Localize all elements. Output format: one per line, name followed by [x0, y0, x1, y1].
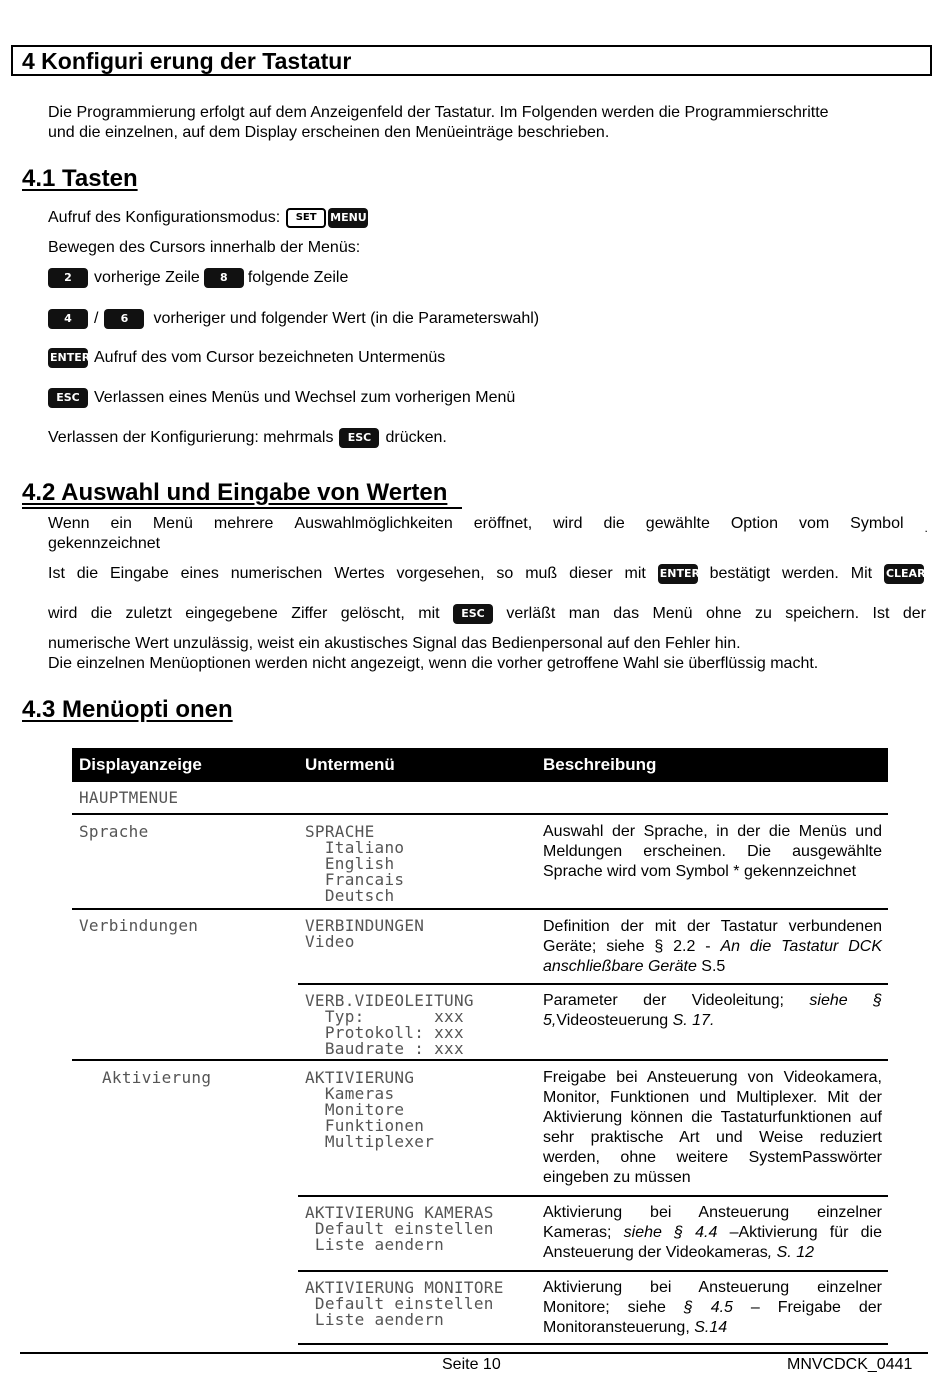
- verlassen-menue-text: Verlassen eines Menüs und Wechsel zum vorherigen Menü: [94, 389, 516, 406]
- submenu-sprache: SPRACHE Italiano English Francais Deutsch: [305, 822, 405, 905]
- header-beschreibung: Beschreibung: [543, 755, 657, 774]
- word: muß: [525, 565, 558, 582]
- desc-italic: siehe § 5,: [543, 992, 883, 1029]
- desc-italic: An die Tastatur DCK anschließbare Geräte: [543, 938, 882, 975]
- desc-text: Definition der mit der Tastatur verbundenen Geräte; siehe § 2.2 -: [543, 918, 882, 955]
- word: eröffnet,: [473, 515, 533, 532]
- header-untermenue: Untermenü: [305, 755, 395, 774]
- word: Wenn: [48, 515, 90, 532]
- desc-italic: § 4.5: [683, 1299, 733, 1316]
- clear-key-icon: CLEAR: [884, 564, 924, 584]
- table-divider: [298, 1195, 888, 1197]
- word: mit: [418, 605, 440, 622]
- vorherige-zeile-text: vorherige Zeile: [94, 269, 200, 286]
- display-sprache: Sprache: [79, 822, 149, 841]
- word: Ziffer: [291, 605, 328, 622]
- table-divider: [72, 813, 888, 815]
- word: Eingabe: [110, 565, 169, 582]
- word: verläßt: [506, 605, 556, 622]
- word: mehrere: [213, 515, 274, 532]
- word: Menü: [152, 515, 193, 532]
- verlassen-konf-text-b: drücken.: [385, 429, 447, 446]
- desc-text: Parameter der Videoleitung;: [543, 992, 810, 1009]
- word: mit: [624, 565, 646, 582]
- word: .: [924, 521, 928, 535]
- word: der: [902, 605, 926, 622]
- word: vom: [798, 515, 830, 532]
- word: vorgesehen,: [396, 565, 485, 582]
- desc-italic: S.14: [694, 1319, 728, 1336]
- table-divider: [298, 983, 888, 985]
- s42-line-2: gekennzeichnet: [48, 535, 161, 552]
- chapter-title: 4 Konfiguri erung der Tastatur: [22, 48, 352, 74]
- section-4-2-rule: [22, 507, 462, 509]
- aufruf-text: Aufruf des Konfigurationsmodus:: [48, 209, 281, 226]
- section-4-1-heading: 4.1 Tasten: [22, 165, 138, 192]
- header-displayanzeige: Displayanzeige: [79, 755, 202, 774]
- word: ohne: [705, 605, 742, 622]
- submenu-aktivierung-kameras: AKTIVIERUNG KAMERAS Default einstellen Liste aendern: [305, 1203, 494, 1254]
- desc-text: Aktivierung bei Ansteuerung einzelner Kameras;: [543, 1204, 882, 1241]
- word: so: [496, 565, 514, 582]
- s42-line-4: [48, 604, 926, 624]
- desc-videoleitung: [543, 991, 882, 1031]
- desc-italic: , S. 12: [767, 1244, 814, 1261]
- intro-line-2: und die einzelnen, auf dem Display erscheinen den Menüeinträge beschrieben.: [48, 124, 610, 141]
- section-4-3-heading: 4.3 Menüopti onen: [22, 696, 233, 723]
- word: wird: [48, 605, 78, 622]
- table-divider: [72, 1059, 888, 1061]
- s42-line-1: [48, 513, 928, 535]
- word: bestätigt: [709, 565, 771, 582]
- desc-verbindungen: [543, 917, 882, 977]
- word: numerischen: [230, 565, 323, 582]
- key-4-icon: 4: [48, 309, 88, 329]
- desc-aktivierung: Freigabe bei Ansteuerung von Videokamera, Monitor, Funktionen und Multiplexer. Mit der Aktivierung können die Tastaturfunktionen auf sehr praktische Art und Weise reduziert werden, ohne weitere SystemPasswörter eingeben zu müssen: [543, 1069, 882, 1186]
- submenu-aktivierung-monitore: AKTIVIERUNG MONITORE Default einstellen Liste aendern: [305, 1278, 504, 1329]
- desc-text: S.5: [696, 958, 726, 975]
- word: zuletzt: [125, 605, 172, 622]
- submenu-verbindungen: VERBINDUNGEN Video: [305, 916, 425, 951]
- word: eingegebene: [185, 605, 278, 622]
- table-divider: [298, 1270, 888, 1272]
- word: wird: [553, 515, 583, 532]
- section-4-2-heading: 4.2 Auswahl und Eingabe von Werten: [22, 479, 448, 506]
- word: man: [568, 605, 600, 622]
- desc-aktivierung-kameras: [543, 1203, 882, 1263]
- word: werden.: [781, 565, 839, 582]
- word: Option: [730, 515, 778, 532]
- word: Auswahlmöglichkeiten: [294, 515, 453, 532]
- slash-text: /: [94, 310, 99, 327]
- word: eines: [180, 565, 219, 582]
- word: die: [76, 565, 99, 582]
- desc-text: –Aktivierung für die Ansteuerung der Videokameras: [543, 1224, 883, 1261]
- esc-key-icon: ESC: [453, 604, 493, 624]
- word: dieser: [569, 565, 613, 582]
- s42-line-6: Die einzelnen Menüoptionen werden nicht angezeigt, wenn die vorher getroffene Wahl sie überflüssig macht.: [48, 655, 819, 672]
- esc-key-icon: ESC: [339, 428, 379, 448]
- word: Wertes: [334, 565, 385, 582]
- verlassen-konf-line: [48, 428, 447, 448]
- zeile-line: [48, 268, 348, 288]
- word: Ist: [872, 605, 890, 622]
- submenu-aktivierung: AKTIVIERUNG Kameras Monitore Funktionen Multiplexer: [305, 1068, 435, 1151]
- intro-line-1: Die Programmierung erfolgt auf dem Anzeigenfeld der Tastatur. Im Folgenden werden die Programmierschritte: [48, 104, 829, 121]
- esc-line: [48, 388, 515, 408]
- desc-text: Videosteuerung: [556, 1012, 673, 1029]
- footer-document-id: MNVCDCK_0441: [787, 1356, 913, 1373]
- wert-line: [48, 309, 539, 329]
- s42-line-3: [48, 564, 924, 584]
- s42-line-5: numerische Wert unzulässig, weist ein akustisches Signal das Bedienpersonal auf den Fehler hin.: [48, 635, 741, 652]
- folgende-zeile-text: folgende Zeile: [247, 269, 349, 286]
- desc-text: – Freigabe der Monitoransteuerung,: [543, 1299, 882, 1336]
- untermenue-text: Aufruf des vom Cursor bezeichneten Untermenüs: [94, 349, 446, 366]
- desc-italic: S. 17.: [672, 1012, 715, 1029]
- word: speichern.: [785, 605, 860, 622]
- enter-key-icon: ENTER: [48, 348, 88, 368]
- menu-key-icon: MENU: [328, 208, 368, 228]
- key-2-icon: 2: [48, 268, 88, 288]
- desc-aktivierung-monitore: [543, 1278, 882, 1338]
- key-8-icon: 8: [204, 268, 244, 288]
- bewegen-text: Bewegen des Cursors innerhalb der Menüs:: [48, 239, 361, 256]
- word: Mit: [850, 565, 873, 582]
- wert-text: vorheriger und folgender Wert (in die Parameterswahl): [153, 310, 540, 327]
- footer-page-number: Seite 10: [442, 1356, 501, 1373]
- enter-key-icon: ENTER: [658, 564, 698, 584]
- word: das: [613, 605, 640, 622]
- word: Symbol: [850, 515, 904, 532]
- desc-text: Aktivierung bei Ansteuerung einzelner Monitore; siehe: [543, 1279, 882, 1316]
- enter-line: [48, 348, 445, 368]
- table-divider: [72, 908, 888, 910]
- desc-italic: siehe § 4.4: [623, 1224, 718, 1241]
- word: gewählte: [645, 515, 710, 532]
- table-divider: [298, 1343, 888, 1345]
- word: die: [90, 605, 113, 622]
- key-6-icon: 6: [104, 309, 144, 329]
- footer-rule: [20, 1352, 928, 1354]
- display-aktivierung: Aktivierung: [102, 1068, 212, 1087]
- set-key-icon: SET: [286, 208, 326, 228]
- display-verbindungen: Verbindungen: [79, 916, 199, 935]
- word: Ist: [48, 565, 65, 582]
- word: ein: [110, 515, 132, 532]
- word: die: [603, 515, 625, 532]
- word: zu: [754, 605, 772, 622]
- esc-key-icon: ESC: [48, 388, 88, 408]
- submenu-videoleitung: VERB.VIDEOLEITUNG Typ: xxx Protokoll: xxx Baudrate : xxx: [305, 991, 474, 1058]
- word: gelöscht,: [340, 605, 405, 622]
- hauptmenue-label: HAUPTMENUE: [79, 788, 179, 807]
- word: Menü: [652, 605, 693, 622]
- aufruf-line: [48, 208, 368, 228]
- verlassen-konf-text-a: Verlassen der Konfigurierung: mehrmals: [48, 429, 334, 446]
- desc-sprache: Auswahl der Sprache, in der die Menüs und Meldungen erscheinen. Die ausgewählte Sprache wird vom Symbol * gekennzeichnet: [543, 823, 882, 880]
